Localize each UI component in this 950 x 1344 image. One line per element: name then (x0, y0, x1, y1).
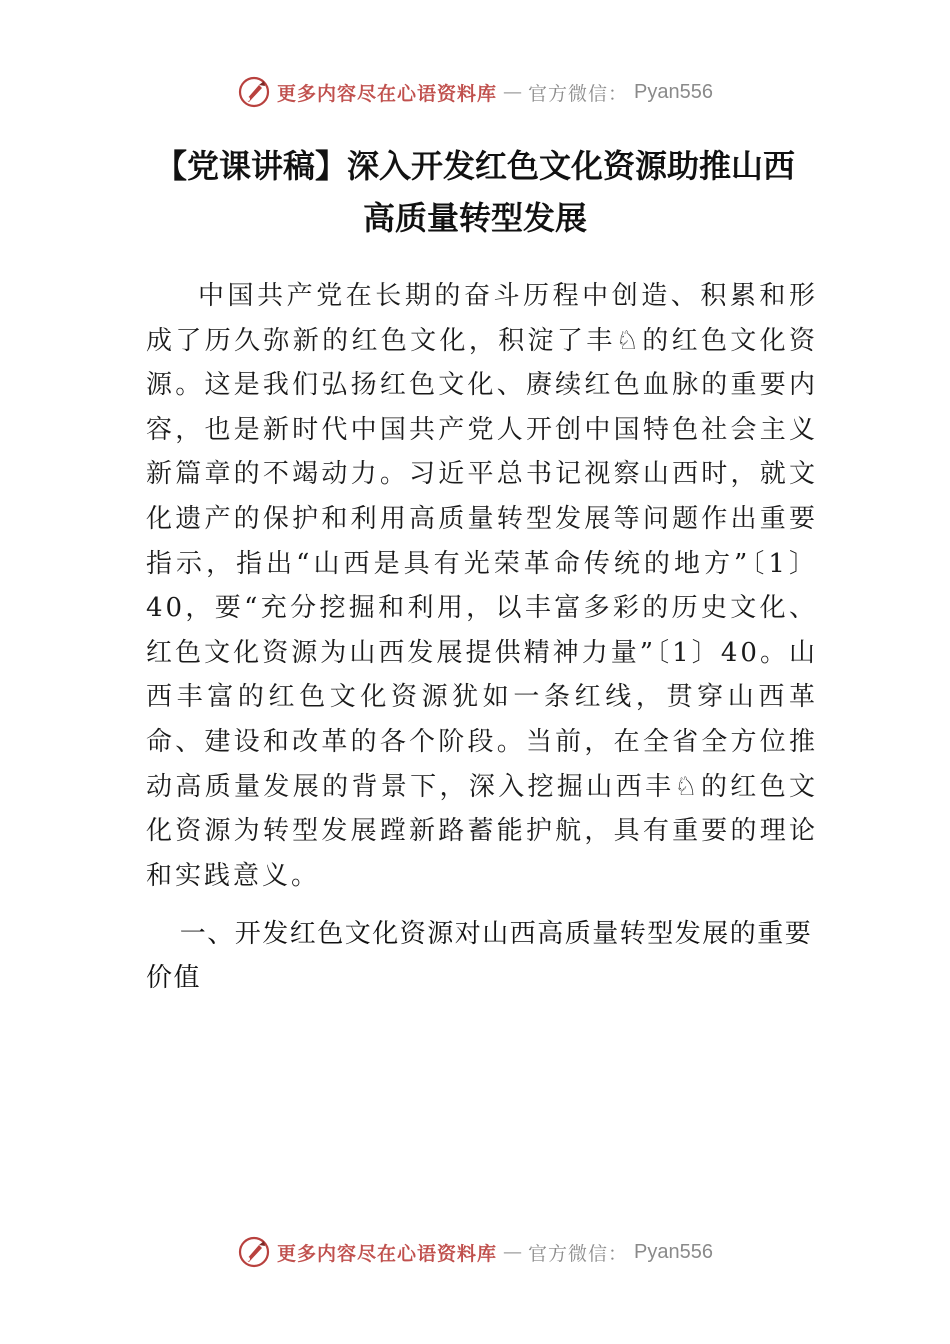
pen-nib-logo-icon (237, 1235, 271, 1269)
document-body (146, 274, 818, 1000)
body-paragraph: 中国共产党在长期的奋斗历程中创造、积累和形成了历久弥新的红色文化，积淀了丰♘的红色文化资源。这是我们弘扬红色文化、赓续红色血脉的重要内容，也是新时代中国共产党人开创中国特色社会主义新篇章的不竭动力。习近平总书记视察山西时，就文化遗产的保护和利用高质量转型发展等问题作出重要指示，指出“山西是具有光荣革命传统的地方”〔1〕40，要“充分挖掘和利用，以丰富多彩的历史文化、红色文化资源为山西发展提供精神力量”〔1〕40。山西丰富的红色文化资源犹如一条红线，贯穿山西革命、建设和改革的各个阶段。当前，在全省全方位推动高质量发展的背景下，深入挖掘山西丰♘的红色文化资源为转型发展蹚新路蓄能护航，具有重要的理论和实践意义。 (146, 281, 818, 891)
watermark-wechat-label: 官方微信： (528, 82, 629, 105)
document-title (100, 140, 850, 244)
title-line-1: 【党课讲稿】深入开发红色文化资源助推山西 (154, 147, 795, 185)
pen-nib-logo-icon (237, 75, 271, 109)
watermark-dash: — (503, 81, 523, 103)
title-line-2: 高质量转型发展 (362, 199, 587, 237)
section-heading: 一、开发红色文化资源对山西高质量转型发展的重要价值 (146, 919, 813, 994)
watermark-wechat-id: Pyan556 (634, 1240, 713, 1263)
footer-watermark (0, 1232, 950, 1272)
watermark-wechat-label: 官方微信： (528, 1242, 629, 1265)
watermark-site-text: 更多内容尽在心语资料库 (277, 82, 498, 105)
watermark-wechat-id: Pyan556 (634, 80, 713, 103)
watermark-site-text: 更多内容尽在心语资料库 (277, 1242, 498, 1265)
watermark-dash: — (503, 1241, 523, 1263)
header-watermark (0, 72, 950, 112)
